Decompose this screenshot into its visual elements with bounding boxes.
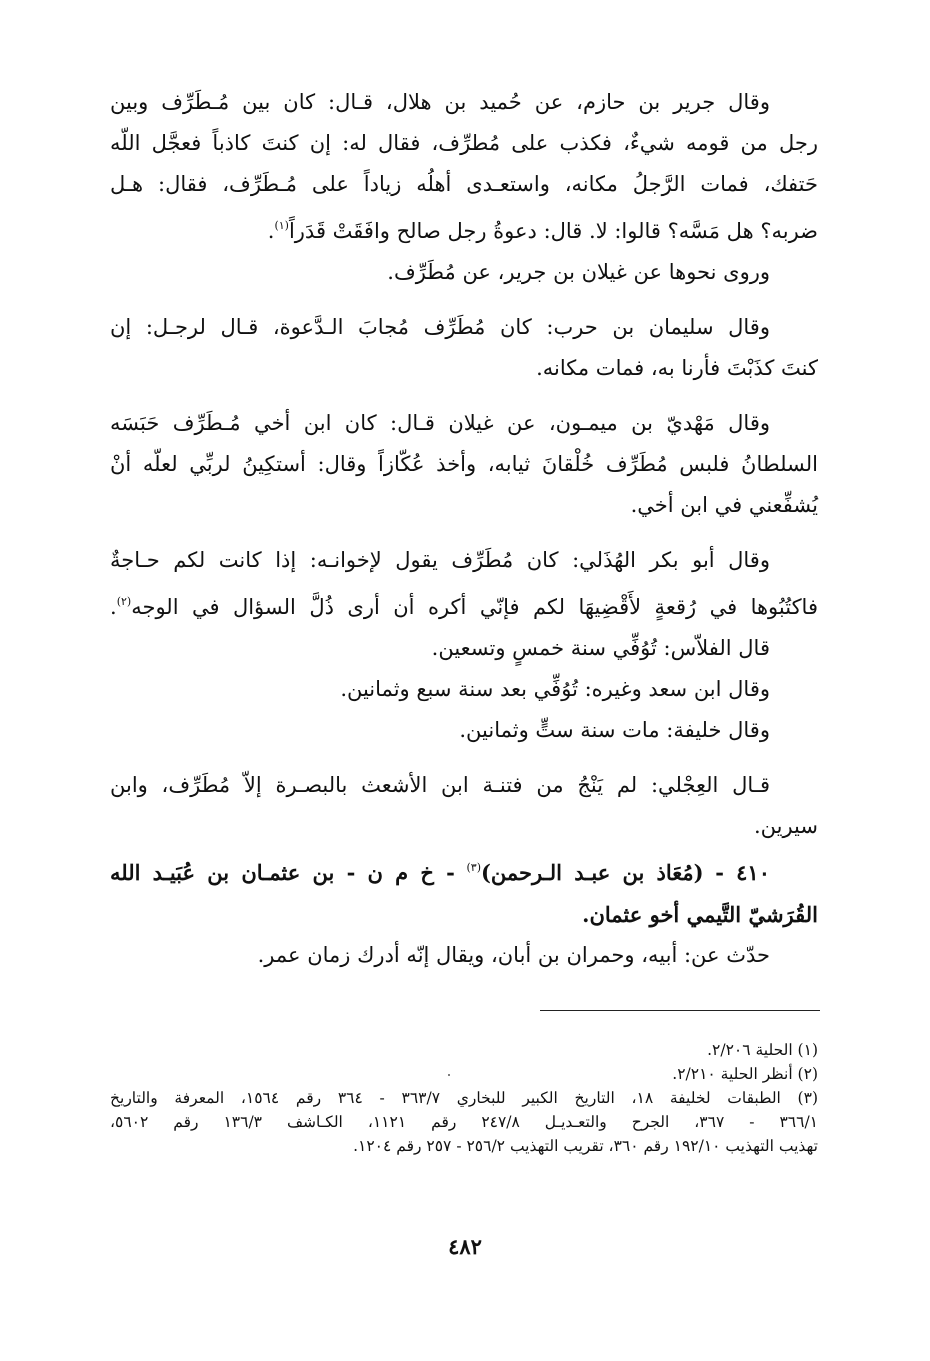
entry-lineage: - خ م ن - بن عثمـان بن عُبَيـد الله (110, 860, 455, 885)
paragraph-mahdi (110, 403, 818, 526)
footnote-3-continued: ٣٦٦/١ - ٣٦٧، الجرح والتعـديـل ٢٤٧/٨ رقم ١١٢١، الكـاشف ١٣٦/٣ رقم ٥٦٠٢، (110, 1113, 818, 1131)
text-line: وقال جرير بن حازم، عن حُميد بن هلال، قـال: كان بين مُـطَرِّف وبين (110, 90, 770, 114)
text-line: وقال ابن سعد وغيره: تُوُفِّي بعد سنة سبع وثمانين. (340, 677, 770, 701)
text-line: قـال العِجْلي: لم يَنْجُ من فتنـة ابن الأشعث بالبصـرة إلاّ مُطَرِّف، وابن (110, 773, 770, 797)
footnote-1: (١) الحلية ٢/٢٠٦. (707, 1041, 818, 1059)
text-line: رجل من قومه شيءٌ، فكذب على مُطرِّف، فقال له: إن كنتَ كاذباً فعجَّل اللّه (110, 131, 818, 155)
entry-410 (110, 847, 818, 976)
footnote-3-continued: تهذيب التهذيب ١٩٢/١٠ رقم ٣٦٠، تقريب التهذيب ٢٥٦/٢ - ٢٥٧ رقم ١٢٠٤. (353, 1137, 818, 1155)
entry-heading-line (110, 847, 818, 894)
text-line: كنتَ كذَبْتَ فأرنا به، فمات مكانه. (536, 356, 818, 380)
entry-lineage-line: القُرَشيّ التَّيمي أخو عثمان. (582, 902, 818, 927)
footnotes (110, 1038, 818, 1158)
entry-narration-line: حدّث عن: أبيه، وحمران بن أبان، ويقال إنّه أدرك زمان عمر. (257, 943, 770, 967)
text-segment: فاكتُبُوها في رُقعةٍ لأَقْضِيهَا لكم فإنّي أكره أن أرى ذُلَّ السؤال في الوجه (131, 595, 818, 619)
entry-name: (مُعَاذ بن عبـد الـرحمن) (480, 860, 704, 885)
text-line: وقال أبو بكر الهُذَلي: كان مُطَرِّف يقول لإخوانـه: إذا كانت لكم حـاجةٌ (110, 548, 770, 572)
page-number: ٤٨٢ (448, 1234, 482, 1259)
footnote-2: (٢) أنظر الحلية ٢/٢١٠. (672, 1065, 818, 1083)
text-line: حَتفك، فمات الرَّجلُ مكانه، واستعـدى أهلُه زياداً على مُـطَرِّف، فقال: هـل (110, 172, 818, 196)
footnote-ref: (٣) (466, 861, 481, 874)
main-text (110, 82, 818, 990)
text-line: سيرين. (753, 814, 818, 838)
footnote-divider (540, 1010, 820, 1011)
text-line: فاكتُبُوها في رُقعةٍ لأَقْضِيهَا لكم فإنّي أكره أن أرى ذُلَّ السؤال في الوجه$^{(٢)}$. (110, 595, 818, 619)
footnote-ref: (١) (274, 219, 289, 232)
text-segment: ضربه؟ هل مَسَّه؟ قالوا: لا. قال: دعوةُ رجل صالح وافَقَتْ قَدَراً (288, 219, 818, 243)
text-line: وقال سليمان بن حرب: كان مُطَرِّف مُجابَ الـدَّعوة، قـال لرجـل: إن (110, 315, 770, 339)
paragraph-ijli (110, 765, 818, 847)
paragraph-hudhali (110, 540, 818, 751)
entry-number: ٤١٠ - (715, 860, 770, 885)
text-line: وقال خليفة: مات سنة ستٍّ وثمانين. (459, 718, 770, 742)
text-line: وقال مَهْديّ بن ميمـون، عن غيلان قـال: كان ابن أخي مُـطَرِّف حَبَسَه (110, 411, 770, 435)
text-line: السلطانُ فلبس مُطَرِّف خُلْقانَ ثيابه، وأخذ عُكّازاً وقال: أستكِينُ لربِّي لعلّه أنْ (110, 452, 818, 476)
text-line: وروى نحوها عن غيلان بن جرير، عن مُطَرِّف. (387, 260, 770, 284)
text-line: قال الفلاّس: تُوُفِّي سنة خمسٍ وتسعين. (431, 636, 770, 660)
paragraph-sulayman (110, 307, 818, 389)
text-line: ضربه؟ هل مَسَّه؟ قالوا: لا. قال: دعوةُ رجل صالح وافَقَتْ قَدَراً$^{(١)}$. (267, 219, 818, 243)
paragraph-jarir (110, 82, 818, 293)
footnote-3: (٣) الطبقات لخليفة ١٨، التاريخ الكبير للبخاري ٣٦٣/٧ - ٣٦٤ رقم ١٥٦٤، المعرفة والتاريخ (110, 1089, 818, 1107)
footnote-ref: (٢) (116, 595, 132, 608)
text-line: يُشفِّعني في ابن أخي. (630, 493, 818, 517)
